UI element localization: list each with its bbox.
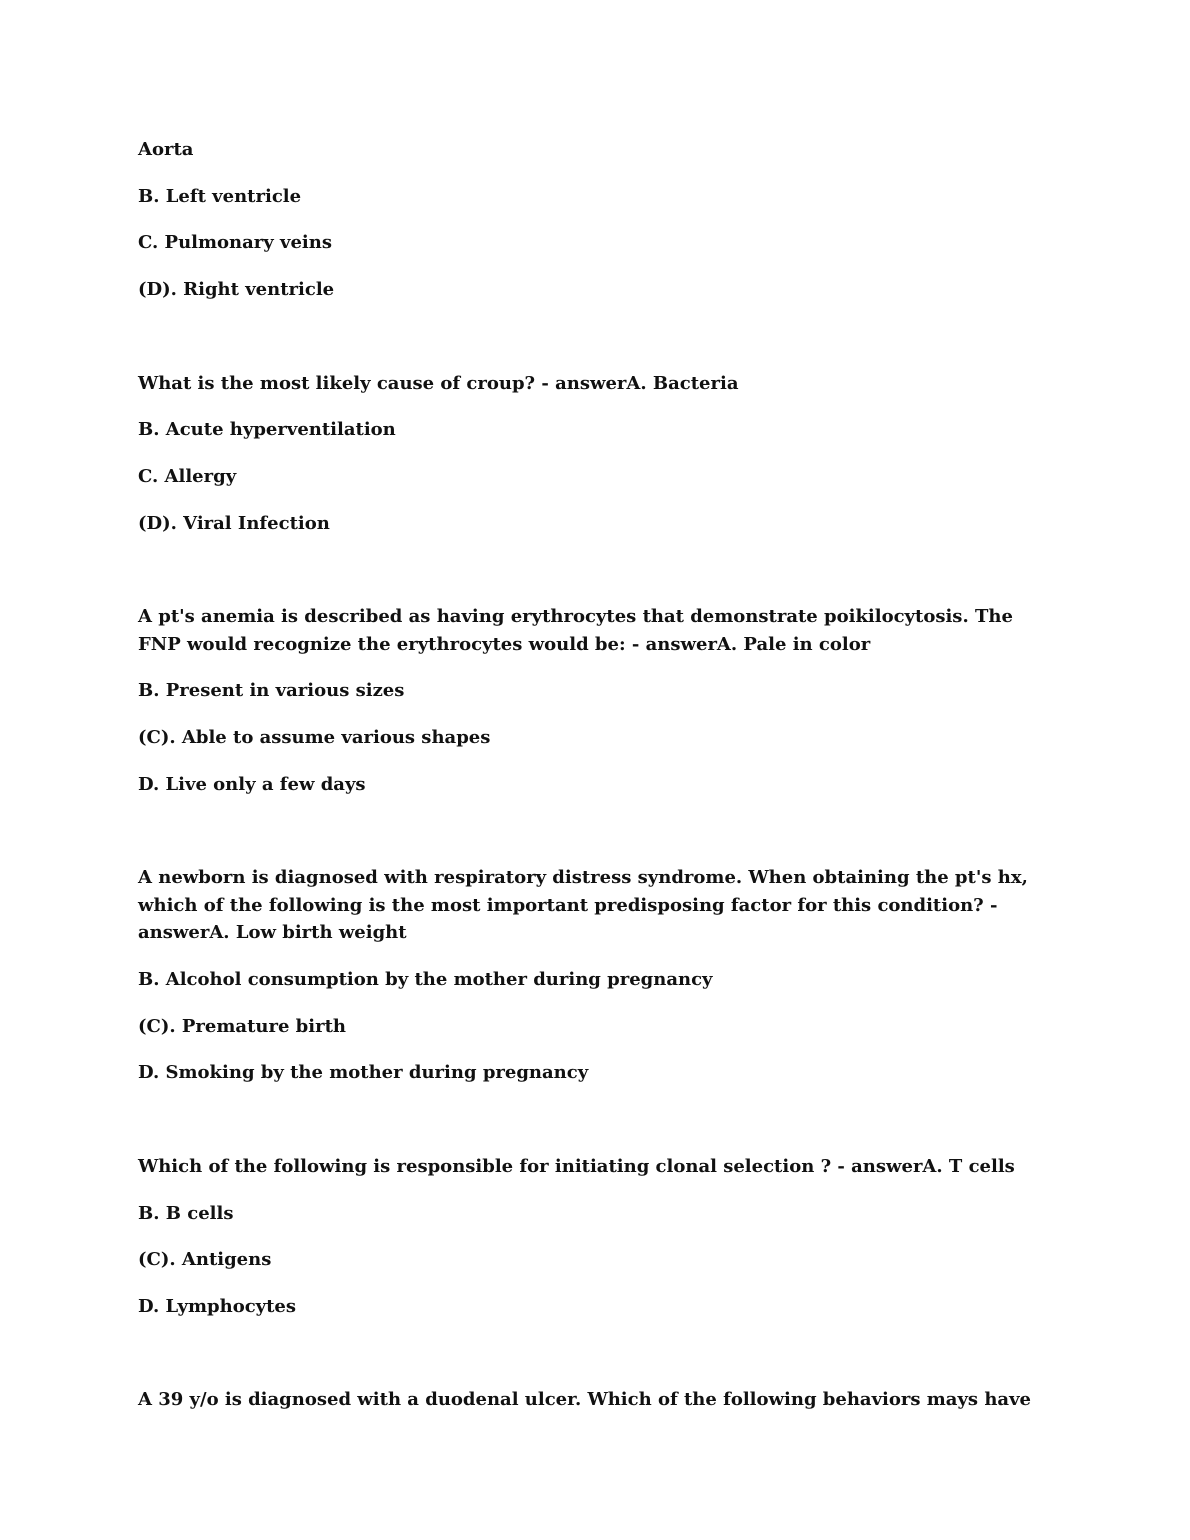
- question-line: What is the most likely cause of croup? - answerA. Bacteria: [138, 373, 739, 394]
- option-line: B. B cells: [138, 1203, 234, 1224]
- option-line: B. Alcohol consumption by the mother during pregnancy: [138, 969, 713, 990]
- question-line: A 39 y/o is diagnosed with a duodenal ulcer. Which of the following behaviors mays have: [138, 1389, 1031, 1410]
- option-line: B. Acute hyperventilation: [138, 419, 396, 440]
- option-line: B. Present in various sizes: [138, 680, 405, 701]
- option-line: (D). Viral Infection: [138, 513, 330, 534]
- option-line: Aorta: [138, 139, 194, 160]
- option-line: C. Allergy: [138, 466, 237, 487]
- option-line: C. Pulmonary veins: [138, 232, 332, 253]
- option-line: D. Live only a few days: [138, 774, 366, 795]
- option-line: (D). Right ventricle: [138, 279, 335, 300]
- option-line: D. Lymphocytes: [138, 1296, 297, 1317]
- option-line: (C). Antigens: [138, 1249, 272, 1270]
- option-line: (C). Able to assume various shapes: [138, 727, 491, 748]
- question-line: A pt's anemia is described as having erythrocytes that demonstrate poikilocytosis. The FNP would recognize the erythrocytes would be: - answerA. Pale in color: [138, 606, 1013, 655]
- option-line: D. Smoking by the mother during pregnancy: [138, 1062, 589, 1083]
- option-line: (C). Premature birth: [138, 1016, 346, 1037]
- question-line: Which of the following is responsible for initiating clonal selection ? - answerA. T cells: [138, 1156, 1015, 1177]
- option-line: B. Left ventricle: [138, 186, 302, 207]
- question-line: A newborn is diagnosed with respiratory distress syndrome. When obtaining the pt's hx, which of the following is the most important predisposing factor for this condition? - answerA. Low birth weight: [138, 867, 1028, 943]
